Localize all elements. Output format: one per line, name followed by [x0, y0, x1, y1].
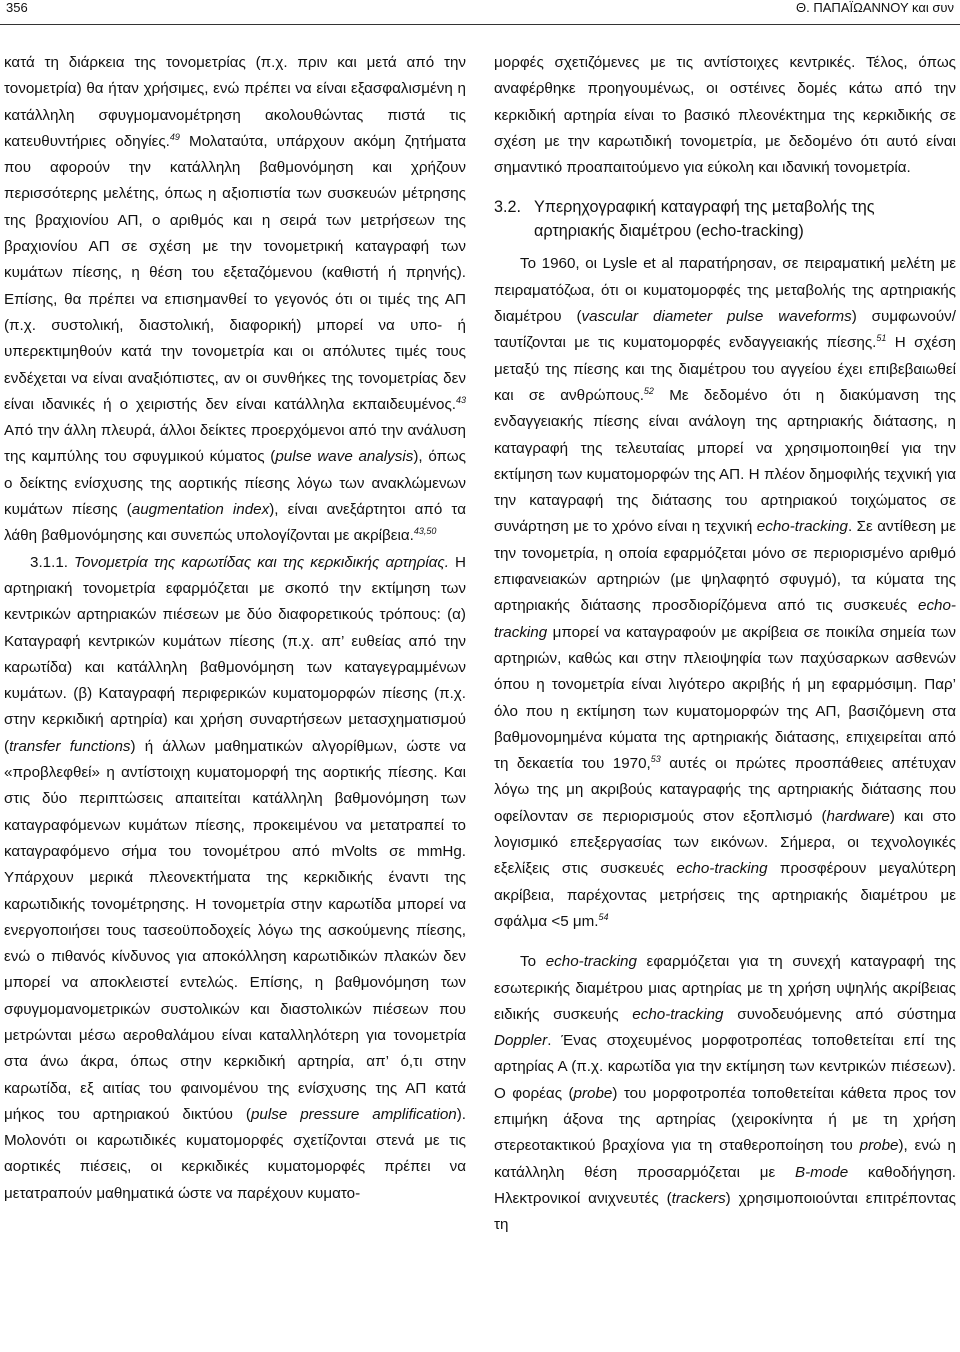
- citation: 52: [643, 385, 654, 396]
- citation: 51: [876, 333, 887, 344]
- section-3-2-heading: [494, 195, 956, 243]
- page-header: [0, 0, 960, 32]
- left-column: [4, 50, 466, 1207]
- citation: 49: [169, 131, 180, 142]
- citation: 43,50: [413, 526, 437, 537]
- subsection-number: 3.1.1.: [30, 553, 75, 571]
- section-title: Υπερηχογραφική καταγραφή της μεταβολής της αρτηριακής διαμέτρου (echo-tracking): [534, 198, 875, 241]
- right-paragraph-2: Το 1960, οι Lysle et al παρατήρησαν, σε πειραματική μελέτη με πειραματόζωα, ότι οι κυματομορφές της μεταβολής της αρτηριακής διαμέτρου (vascular diameter pulse waveforms) συμφωνούν/ταυτίζονται με τις κυματομορφές ενδαγγειακής πίεσης.$^{51}$ Η σχέση μεταξύ της πίεσης και της διαμέτρου του αγγείου έχει επιβεβαιωθεί και σε ανθρώπους.$^{52}$ Με δεδομένο ότι η διακύμανση της ενδαγγειακής πίεσης είναι ανάλογη της αρτηριακής διάτασης, η καταγραφή της τελευταίας μπορεί να χρησιμοποιηθεί για την εκτίμηση των κυματομορφών της ΑΠ. Η πλέον δημοφιλής τεχνική για την καταγραφή της διάτασης του αρτηριακού τοιχώματος σε συνάρτηση με το χρόνο είναι η τεχνική echo-tracking. Σε αντίθεση με την τονομετρία, η οποία εφαρμόζεται μόνο σε περιορισμένο αριθμό επιφανειακών αρτηριών (με ψηλαφητό σφυγμό), τα κύματα της αρτηριακής διάτασης προσδιορίζόμενα από τις συσκευές echo-tracking μπορεί να καταγραφούν με ακρίβεια σε ποικίλα σημεία των αρτηριών, καθώς και στην πλειοψηφία των παχύσαρκων ασθενών όπου η τονομετρία είναι λιγότερο ακριβής ή μη εφαρμόσιμη. Παρ’ όλο που η εκτίμηση των κυματομορφών της ΑΠ, βασιζόμενη στα βαθμονομημένα κύματα της αρτηριακής διάτασης, επιχειρείται από τη δεκαετία του 1970,53 αυτές οι πρώτες προσπάθειες απέτυχαν λόγω της μη ακριβούς καταγραφής της αρτηριακής διάτασης που οφείλονταν σε περιορισμούς στον εξοπλισμό (hardware) και στο λογισμικό επεξεργασίας των εικόνων. Σήμερα, οι τεχνολογικές εξελίξεις στις συσκευές echo-tracking προσφέρουν μεγαλύτερη ακρίβεια, παρέχοντας μετρήσεις της αρτηριακής διαμέτρου με σφάλμα <5 μm.$^{54}$: [494, 255, 957, 930]
- citation: 54: [598, 911, 609, 922]
- right-paragraph-3: Το echo-tracking εφαρμόζεται για τη συνεχή καταγραφή της εσωτερικής διαμέτρου μιας αρτηρίας με τη χρήση υψηλής ακρίβειας ειδικής συσκευής echo-tracking συνοδευόμενης από σύστημα Doppler. Ένας στοχευμένος μορφοτροπέας τοποθετείται επί της αρτηρίας Α (π.χ. καρωτίδα για την εκτίμηση των κεντρικών πιέσεων). Ο φορέας (probe) του μορφοτροπέα τοποθετείται κάθετα προς τον επιμήκη άξονα της αρτηρίας (χειροκίνητα ή με τη χρήση στερεοτακτικού βραχίονα για τη σταθεροποίηση του probe), ενώ η κατάλληλη θέση προσαρμόζεται με B-mode καθοδήγηση. Ηλεκτρονικοί ανιχνευτές (trackers) χρησιμοποιούνται επιτρέποντας τη: [494, 953, 957, 1234]
- section-number: 3.2.: [494, 198, 522, 217]
- left-paragraph-1: κατά τη διάρκεια της τονομετρίας (π.χ. πριν και μετά από την τονομετρία) θα ήταν χρήσιμες, ενώ πρέπει να είναι εξασφαλισμένη η κατάλληλη σφυγμομανομέτρηση ακολουθώντας πιστά τις κατευθυντήριες οδηγίες.$^{49}$ Μολαταύτα, υπάρχουν ακόμη ζητήματα που αφορούν την κατάλληλη βαθμονόμηση και χρήζουν περισσότερης μελέτης, όπως η αξιοπιστία των συσκευών μέτρησης της βραχιονίου ΑΠ, ο αριθμός και η σειρά των μετρήσεων της βραχιονίου ΑΠ σε σχέση με την τονομετρική καταγραφή των κυμάτων πίεσης, η θέση του εξεταζόμενου (καθιστή ή πρηνής). Επίσης, θα πρέπει να επισημανθεί το γεγονός ότι οι τιμές της ΑΠ (π.χ. συστολική, διαστολική, διαφορική) μπορεί να υπο- ή υπερεκτιμηθούν κατά την τονομετρία και οι απόλυτες τιμές τους ενδέχεται να είναι αναξιόπιστες, αν οι συνθήκες της τονομετρίας δεν είναι ιδανικές ή ο χειριστής δεν είναι κατάλληλα εκπαιδευμένος.$^{43}$ Από την άλλη πλευρά, άλλοι δείκτες προερχόμενοι από την ανάλυση της καμπύλης του σφυγμικού κύματος (pulse wave analysis), όπως ο δείκτης ενίσχυσης της αορτικής πίεσης λόγω των ανακλώμενων κυμάτων πίεσης (augmentation index), είναι ανεξάρτητοι από τα λάθη βαθμονόμησης και συνεπώς υπολογίζονται με ακρίβεια.$^{43,50}$: [4, 54, 466, 545]
- running-title: Θ. ΠΑΠΑΪΩΑΝΝΟΥ και συν: [796, 0, 954, 15]
- header-rule: [0, 24, 960, 25]
- subsection-3-1-1: 3.1.1. Τονομετρία της καρωτίδας και της κερκιδικής αρτηρίας. Η αρτηριακή τονομετρία εφαρμόζεται με σκοπό την εκτίμηση των κεντρικών αρτηριακών πιέσεων με δύο διαφορετικούς τρόπους: (α) Καταγραφή κεντρικών κυμάτων πίεσης (π.χ. απ’ ευθείας από την καρωτίδα) και κατάλληλη βαθμονόμηση των καταγεγραμμένων κυμάτων. (β) Καταγραφή περιφερικών κυματομορφών πίεσης (π.χ. στην κερκιδική αρτηρία) και χρήση συναρτήσεων μετασχηματισμού (transfer functions) ή άλλων μαθηματικών αλγορίθμων, ώστε να «προβλεφθεί» η αντίστοιχη κυματομορφή της αορτικής πίεσης. Και στις δύο περιπτώσεις απαιτείται κατάλληλη βαθμονόμηση των καταγραφόμενων κυμάτων πίεσης, προκειμένου να μετατραπεί το καταγραφόμενο σήμα του τονομέτρου από mVolts σε mmHg. Υπάρχουν μερικά πλεονεκτήματα της κερκιδικής έναντι της καρωτιδικής τονομέτρησης. Η τονομετρία στην καρωτίδα μπορεί να ενεργοποιήσει τους τασεοϋποδοχείς λόγω της ασκούμενης πίεσης, ενώ ο πιθανός κίνδυνος για αποκόλληση καρωτιδικών πλακών δεν μπορεί να αποκλειστεί εντελώς. Επίσης, η βαθμονόμηση των σφυγμομανομετρικών συστολικών και διαστολικών πιέσεων που μετρώνται μέσω αεροθαλάμου είναι καταλληλότερη για τονομετρία στα άνω άκρα, όπως στην κερκιδική αρτηρία, απ’ ό,τι στην καρωτίδα, εξ αιτίας του φαινομένου της ενίσχυσης της ΑΠ κατά μήκος του αρτηριακού δικτύου (pulse pressure amplification). Μολονότι οι καρωτιδικές κυματομορφές σχετίζονται στενά με τις αορτικές πιέσεις, οι κερκιδικές κυματομορφές πρέπει να μετατραπούν μαθηματικά ώστε να παρέχουν κυματο-: [4, 553, 467, 1202]
- subsection-title: Τονομετρία της καρωτίδας και της κερκιδικής αρτηρίας.: [74, 553, 449, 571]
- citation: 43: [455, 394, 466, 405]
- right-column: [494, 50, 956, 1238]
- citation: 53: [650, 754, 661, 765]
- page-number: 356: [6, 0, 28, 15]
- right-paragraph-1: μορφές σχετιζόμενες με τις αντίστοιχες κεντρικές. Τέλος, όπως αναφέρθηκε προηγουμένως, οι οστέινες δομές κάτω από την κερκιδική αρτηρία είναι το βασικό πλεονέκτημα της κερκιδικής σε σχέση με την καρωτιδική τονομετρία, με δεδομένο ότι αυτό είναι σημαντικό προαπαιτούμενο για εύκολη και ιδανική τονομετρία.: [494, 54, 956, 177]
